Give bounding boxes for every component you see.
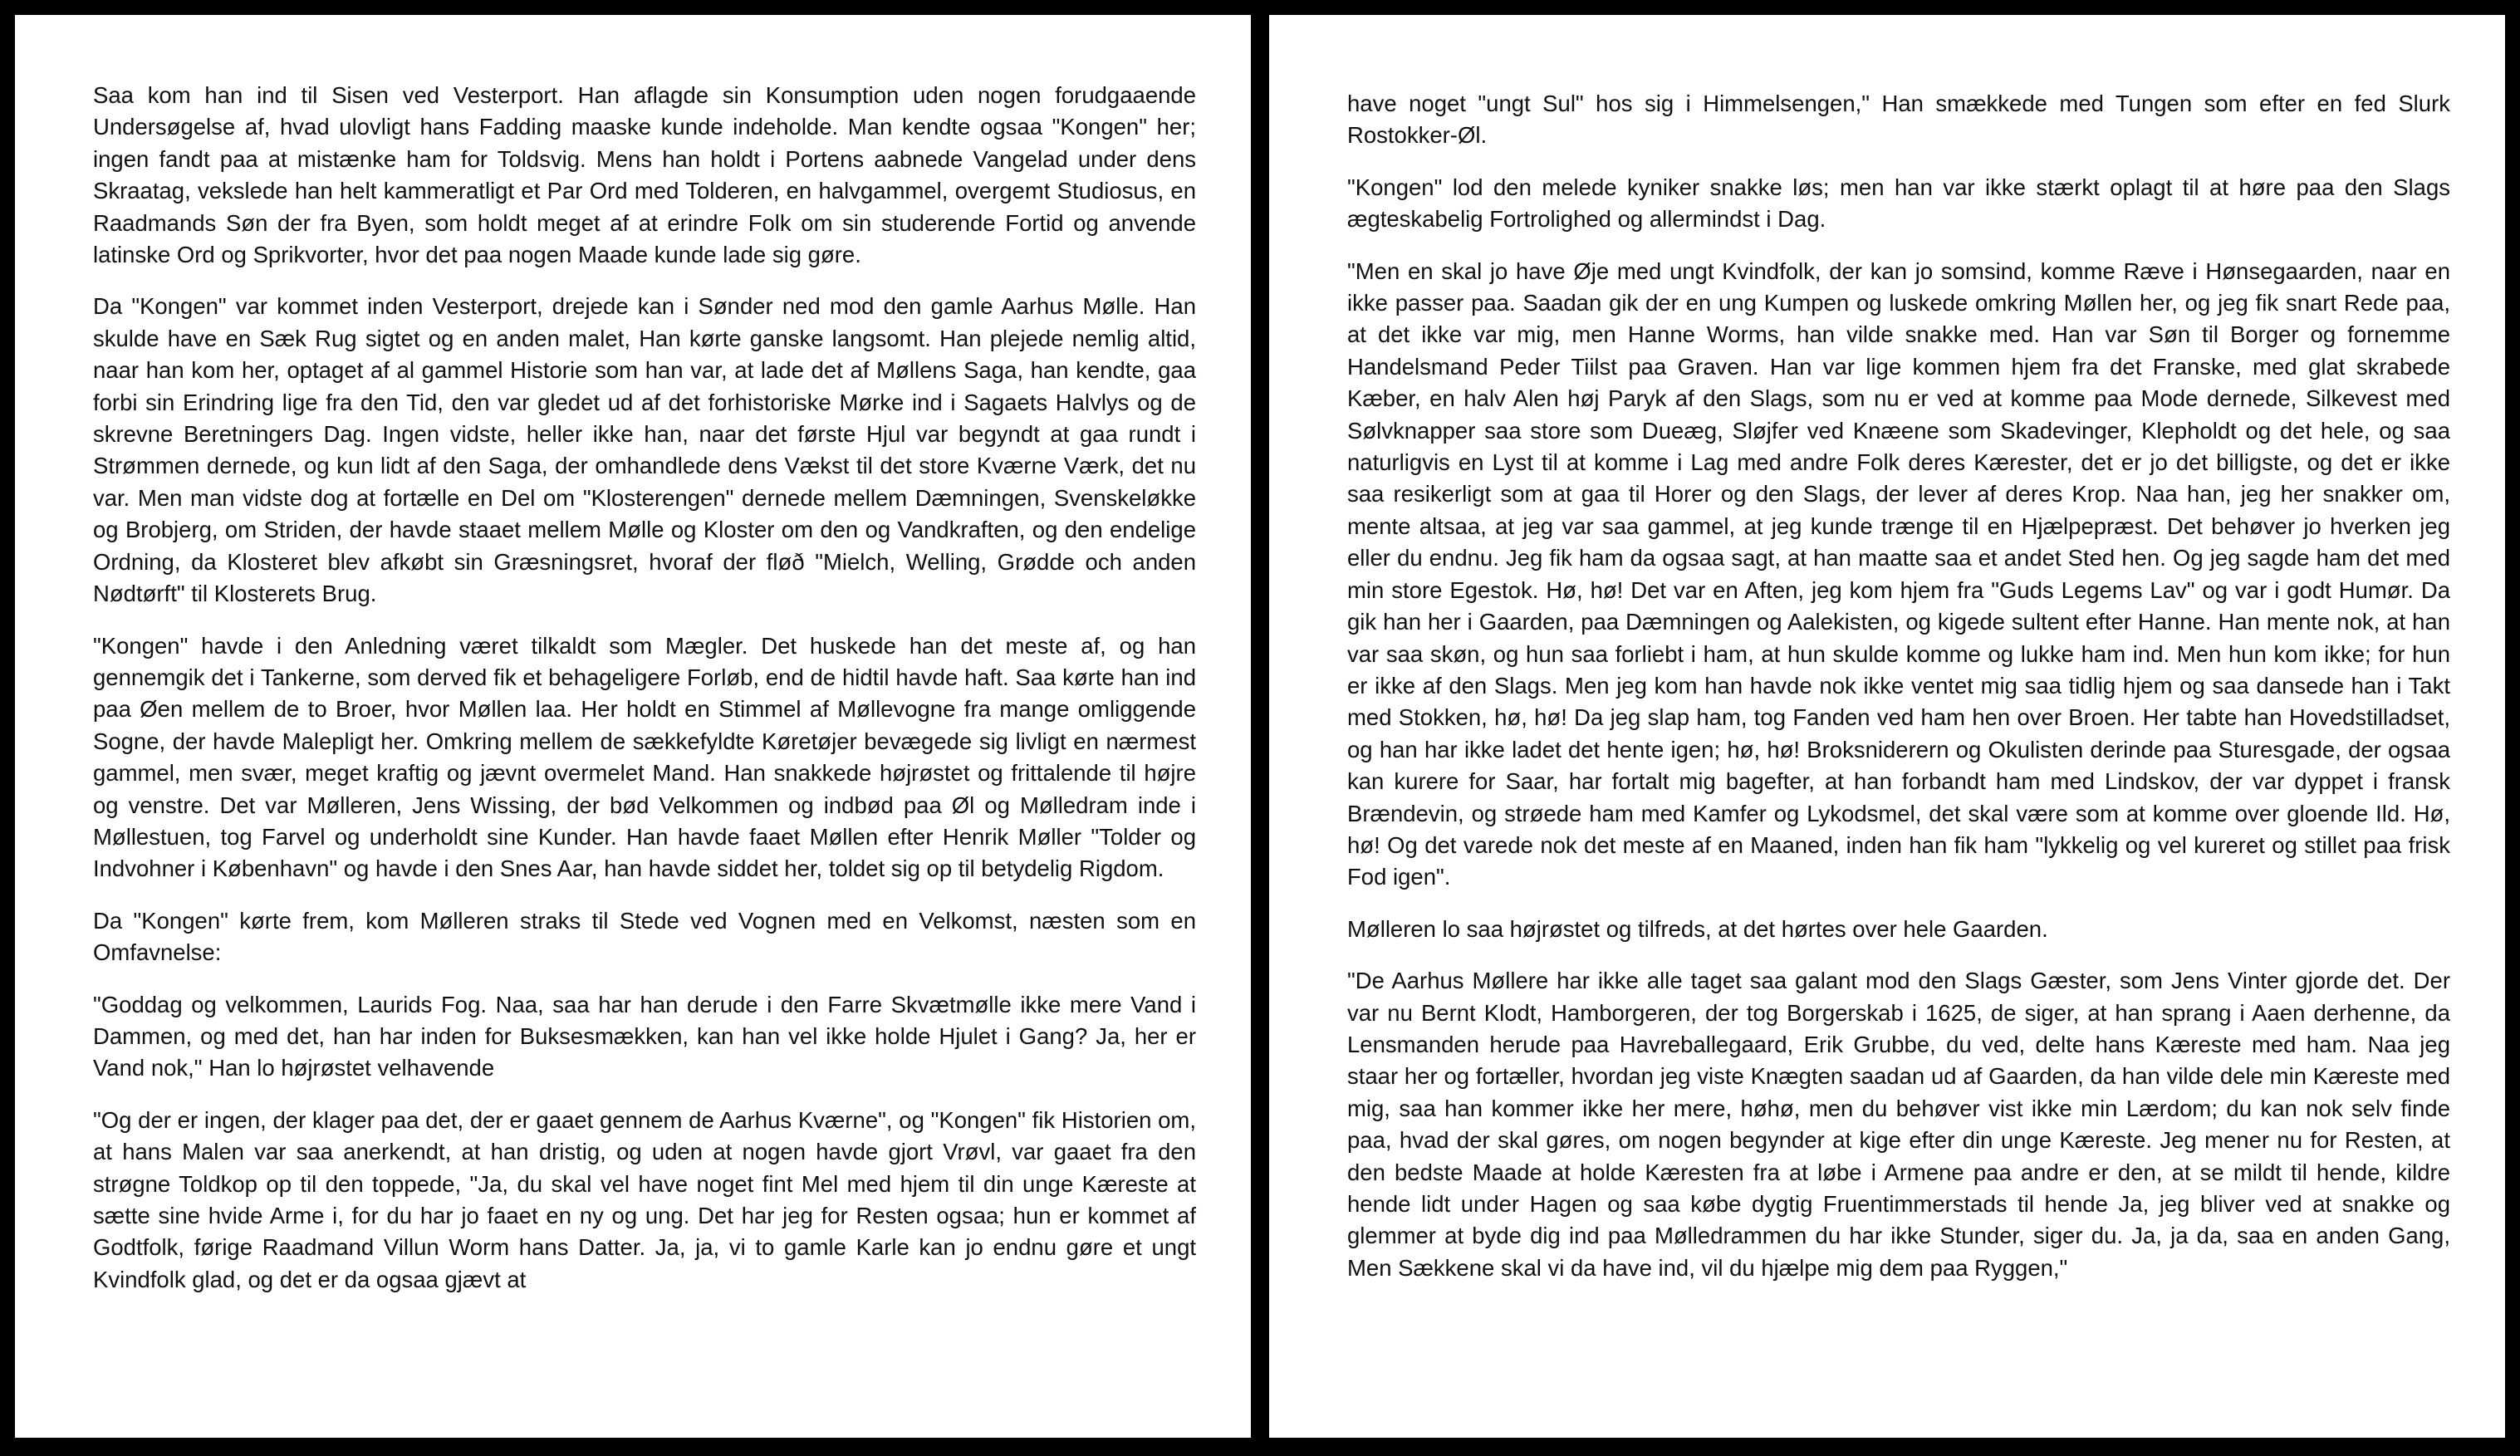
- paragraph: "Men en skal jo have Øje med ungt Kvindfolk, der kan jo somsind, komme Ræve i Hønsegaarden, naar en ikke passer paa. Saadan gik der en ung Kumpen og luskede omkring Møllen her, og jeg fik snart Rede paa, at det ikke var mig, men Hanne Worms, han vilde snakke med. Han var Søn til Borger og fornemme Handelsmand Peder Tiilst paa Graven. Han var lige kommen hjem fra det Franske, med glat skrabede Kæber, en halv Alen høj Paryk af den Slags, som nu er ved at komme paa Mode dernede, Silkevest med Sølvknapper saa store som Dueæg, Sløjfer ved Knæene som Skadevinger, Klepholdt og det hele, og saa naturligvis en Lyst til at komme i Lag med andre Folk deres Kærester, det er jo det billigste, og det er ikke saa resikerligt som at gaa til Horer og den Slags, der lever af deres Krop. Naa han, jeg her snakker om, mente altsaa, at jeg var saa gammel, at jeg kunde trænge til en Hjælpepræst. Det behøver jo hverken jeg eller du endnu. Jeg fik ham da ogsaa sagt, at han maatte saa et andet Sted hen. Og jeg sagde ham det med min store Egestok. Hø, hø! Det var en Aften, jeg kom hjem fra "Guds Legems Lav" og var i godt Humør. Da gik han her i Gaarden, paa Dæmningen og Aalekisten, og kigede sultent efter Hanne. Han mente nok, at han var saa skøn, og hun saa forliebt i ham, at hun skulde komme og lukke ham ind. Men hun kom ikke; for hun er ikke af den Slags. Men jeg kom han havde nok ikke ventet mig saa tidlig hjem og saa dansede han i Takt med Stokken, hø, hø! Da jeg slap ham, tog Fanden ved ham hen over Broen. Her tabte han Hovedstilladset, og han har ikke ladet det hente igen; hø, hø! Broksniderern og Okulisten derinde paa Sturesgade, der ogsaa kan kurere for Saar, har fortalt mig bagefter, at han forbandt ham med Lindskov, der var dyppet i fransk Brændevin, og strøede ham med Kamfer og Lykodsmel, det skal være som at komme over gloende Ild. Hø, hø! Og det varede nok det meste af en Maaned, inden han fik ham "lykkelig og vel kureret og stillet paa frisk Fod igen".: [1347, 257, 2450, 890]
- paragraph: "Kongen" havde i den Anledning været tilkaldt som Mægler. Det huskede han det meste af, og han gennemgik det i Tankerne, som derved fik et behageligere Forløb, end de hidtil havde haft. Saa kørte han ind paa Øen mellem de to Broer, hvor Møllen laa. Her holdt en Stimmel af Møllevogne fra mange omliggende Sogne, der havde Malepligt her. Omkring mellem de sækkefyldte Køretøjer bevægede sig livligt en nærmest gammel, men svær, meget kraftig og jævnt overmelet Mand. Han snakkede højrøstet og frittalende til højre og venstre. Det var Mølleren, Jens Wissing, der bød Velkommen og indbød paa Øl og Mølledram inde i Møllestuen, tog Farvel og underholdt sine Kunder. Han havde faaet Møllen efter Henrik Møller "Tolder og Indvohner i København" og havde i den Snes Aar, han havde siddet her, toldet sig op til betydelig Rigdom.: [93, 632, 1196, 882]
- paragraph: Saa kom han ind til Sisen ved Vesterport. Han aflagde sin Konsumption uden nogen forudgaaende Undersøgelse af, hvad ulovligt hans Fadding maaske kunde indeholde. Man kendte ogsaa "Kongen" her; ingen fandt paa at mistænke ham for Toldsvig. Mens han holdt i Portens aabnede Vangelad under dens Skraatag, vekslede han helt kammeratligt et Par Ord med Tolderen, en halvgammel, overgemt Studiosus, en Raadmands Søn der fra Byen, som holdt meget af at erindre Folk om sin studerende Fortid og anvende latinske Ord og Sprikvorter, hvor det paa nogen Maade kunde lade sig gøre.: [93, 82, 1196, 268]
- paragraph: Mølleren lo saa højrøstet og tilfreds, at det hørtes over hele Gaarden.: [1347, 915, 2048, 942]
- paragraph: "Og der er ingen, der klager paa det, der er gaaet gennem de Aarhus Kværne", og "Kongen" fik Historien om, at hans Malen var saa anerkendt, at han dristig, og uden at nogen havde gjort Vrøvl, var gaaet fra den strøgne Toldkop op til den toppede, "Ja, du skal vel have noget fint Mel med hjem til din unge Kæreste at sætte sine hvide Arme i, for du har jo faaet en ny og ung. Det har jeg for Resten ogsaa; hun er kommet af Godtfolk, førige Raadmand Villun Worm hans Datter. Ja, ja, vi to gamle Karle kan jo endnu gøre et ungt Kvindfolk glad, og det er da ogsaa gjævt at: [93, 1106, 1196, 1292]
- paragraph: "Kongen" lod den melede kyniker snakke løs; men han var ikke stærkt oplagt til at høre paa den Slags ægteskabelig Fortrolighed og allermindst i Dag.: [1347, 174, 2450, 233]
- paragraph: "Goddag og velkommen, Laurids Fog. Naa, saa har han derude i den Farre Skvætmølle ikke mere Vand i Dammen, og med det, han har inden for Buksesmækken, kan han vel ikke holde Hjulet i Gang? Ja, her er Vand nok," Han lo højrøstet velhavende: [93, 991, 1196, 1081]
- paragraph: "De Aarhus Møllere har ikke alle taget saa galant mod den Slags Gæster, som Jens Vinter gjorde det. Der var nu Bernt Klodt, Hamborgeren, der tog Borgerskab i 1625, de siger, at han sprang i Aaen derhenne, da Lensmanden herude paa Havreballegaard, Erik Grubbe, du ved, delte hans Kæreste med ham. Naa jeg staar her og fortæller, hvordan jeg viste Knægten saadan ud af Gaarden, da han vilde dele min Kæreste med mig, saa han kommer ikke her mere, høhø, men du behøver vist ikke min Lærdom; du kan nok selv finde paa, hvad der skal gøres, om nogen begynder at kige efter din unge Kæreste. Jeg mener nu for Resten, at den bedste Maade at holde Kæresten fra at løbe i Armene paa andre er den, at se mildt til hende, kildre hende lidt under Hagen og saa købe dygtig Fruentimmerstads til hende Ja, jeg bliver ved at snakke og glemmer at byde dig ind paa Mølledrammen du har ikke Stunder, siger du. Ja, ja da, saa en anden Gang, Men Sækkene skal vi da have ind, vil du hjælpe mig dem paa Ryggen,": [1347, 968, 2450, 1281]
- paragraph: Da "Kongen" kørte frem, kom Mølleren straks til Stede ved Vognen med en Velkomst, næsten som en Omfavnelse:: [93, 907, 1196, 966]
- paragraph: have noget "ungt Sul" hos sig i Himmelsengen," Han smækkede med Tungen som efter en fed Slurk Rostokker-Øl.: [1347, 91, 2450, 149]
- left-page: [15, 15, 1251, 1438]
- right-page: [1269, 15, 2505, 1438]
- paragraph: Da "Kongen" var kommet inden Vesterport, drejede kan i Sønder ned mod den gamle Aarhus Mølle. Han skulde have en Sæk Rug sigtet og en anden malet, Han kørte ganske langsomt. Han plejede nemlig altid, naar han kom her, optaget af al gammel Historie som han var, at lade det af Møllens Saga, han kendte, gaa forbi sin Erindring lige fra den Tid, den var gledet ud af det forhistoriske Mørke ind i Sagaets Halvlys og de skrevne Beretningers Dag. Ingen vidste, heller ikke han, naar det første Hjul var begyndt at gaa rundt i Strømmen dernede, og kun lidt af den Saga, der omhandlede dens Vækst til det store Kværne Værk, det nu var. Men man vidste dog at fortælle en Del om "Klosterengen" dernede mellem Dæmningen, Svenskeløkke og Brobjerg, om Striden, der havde staaet mellem Mølle og Kloster om den og Vandkraften, og den endelige Ordning, da Klosteret blev afkøbt sin Græsningsret, hvoraf der fløð "Mielch, Welling, Grødde och anden Nødtørft" til Klosterets Brug.: [93, 293, 1196, 607]
